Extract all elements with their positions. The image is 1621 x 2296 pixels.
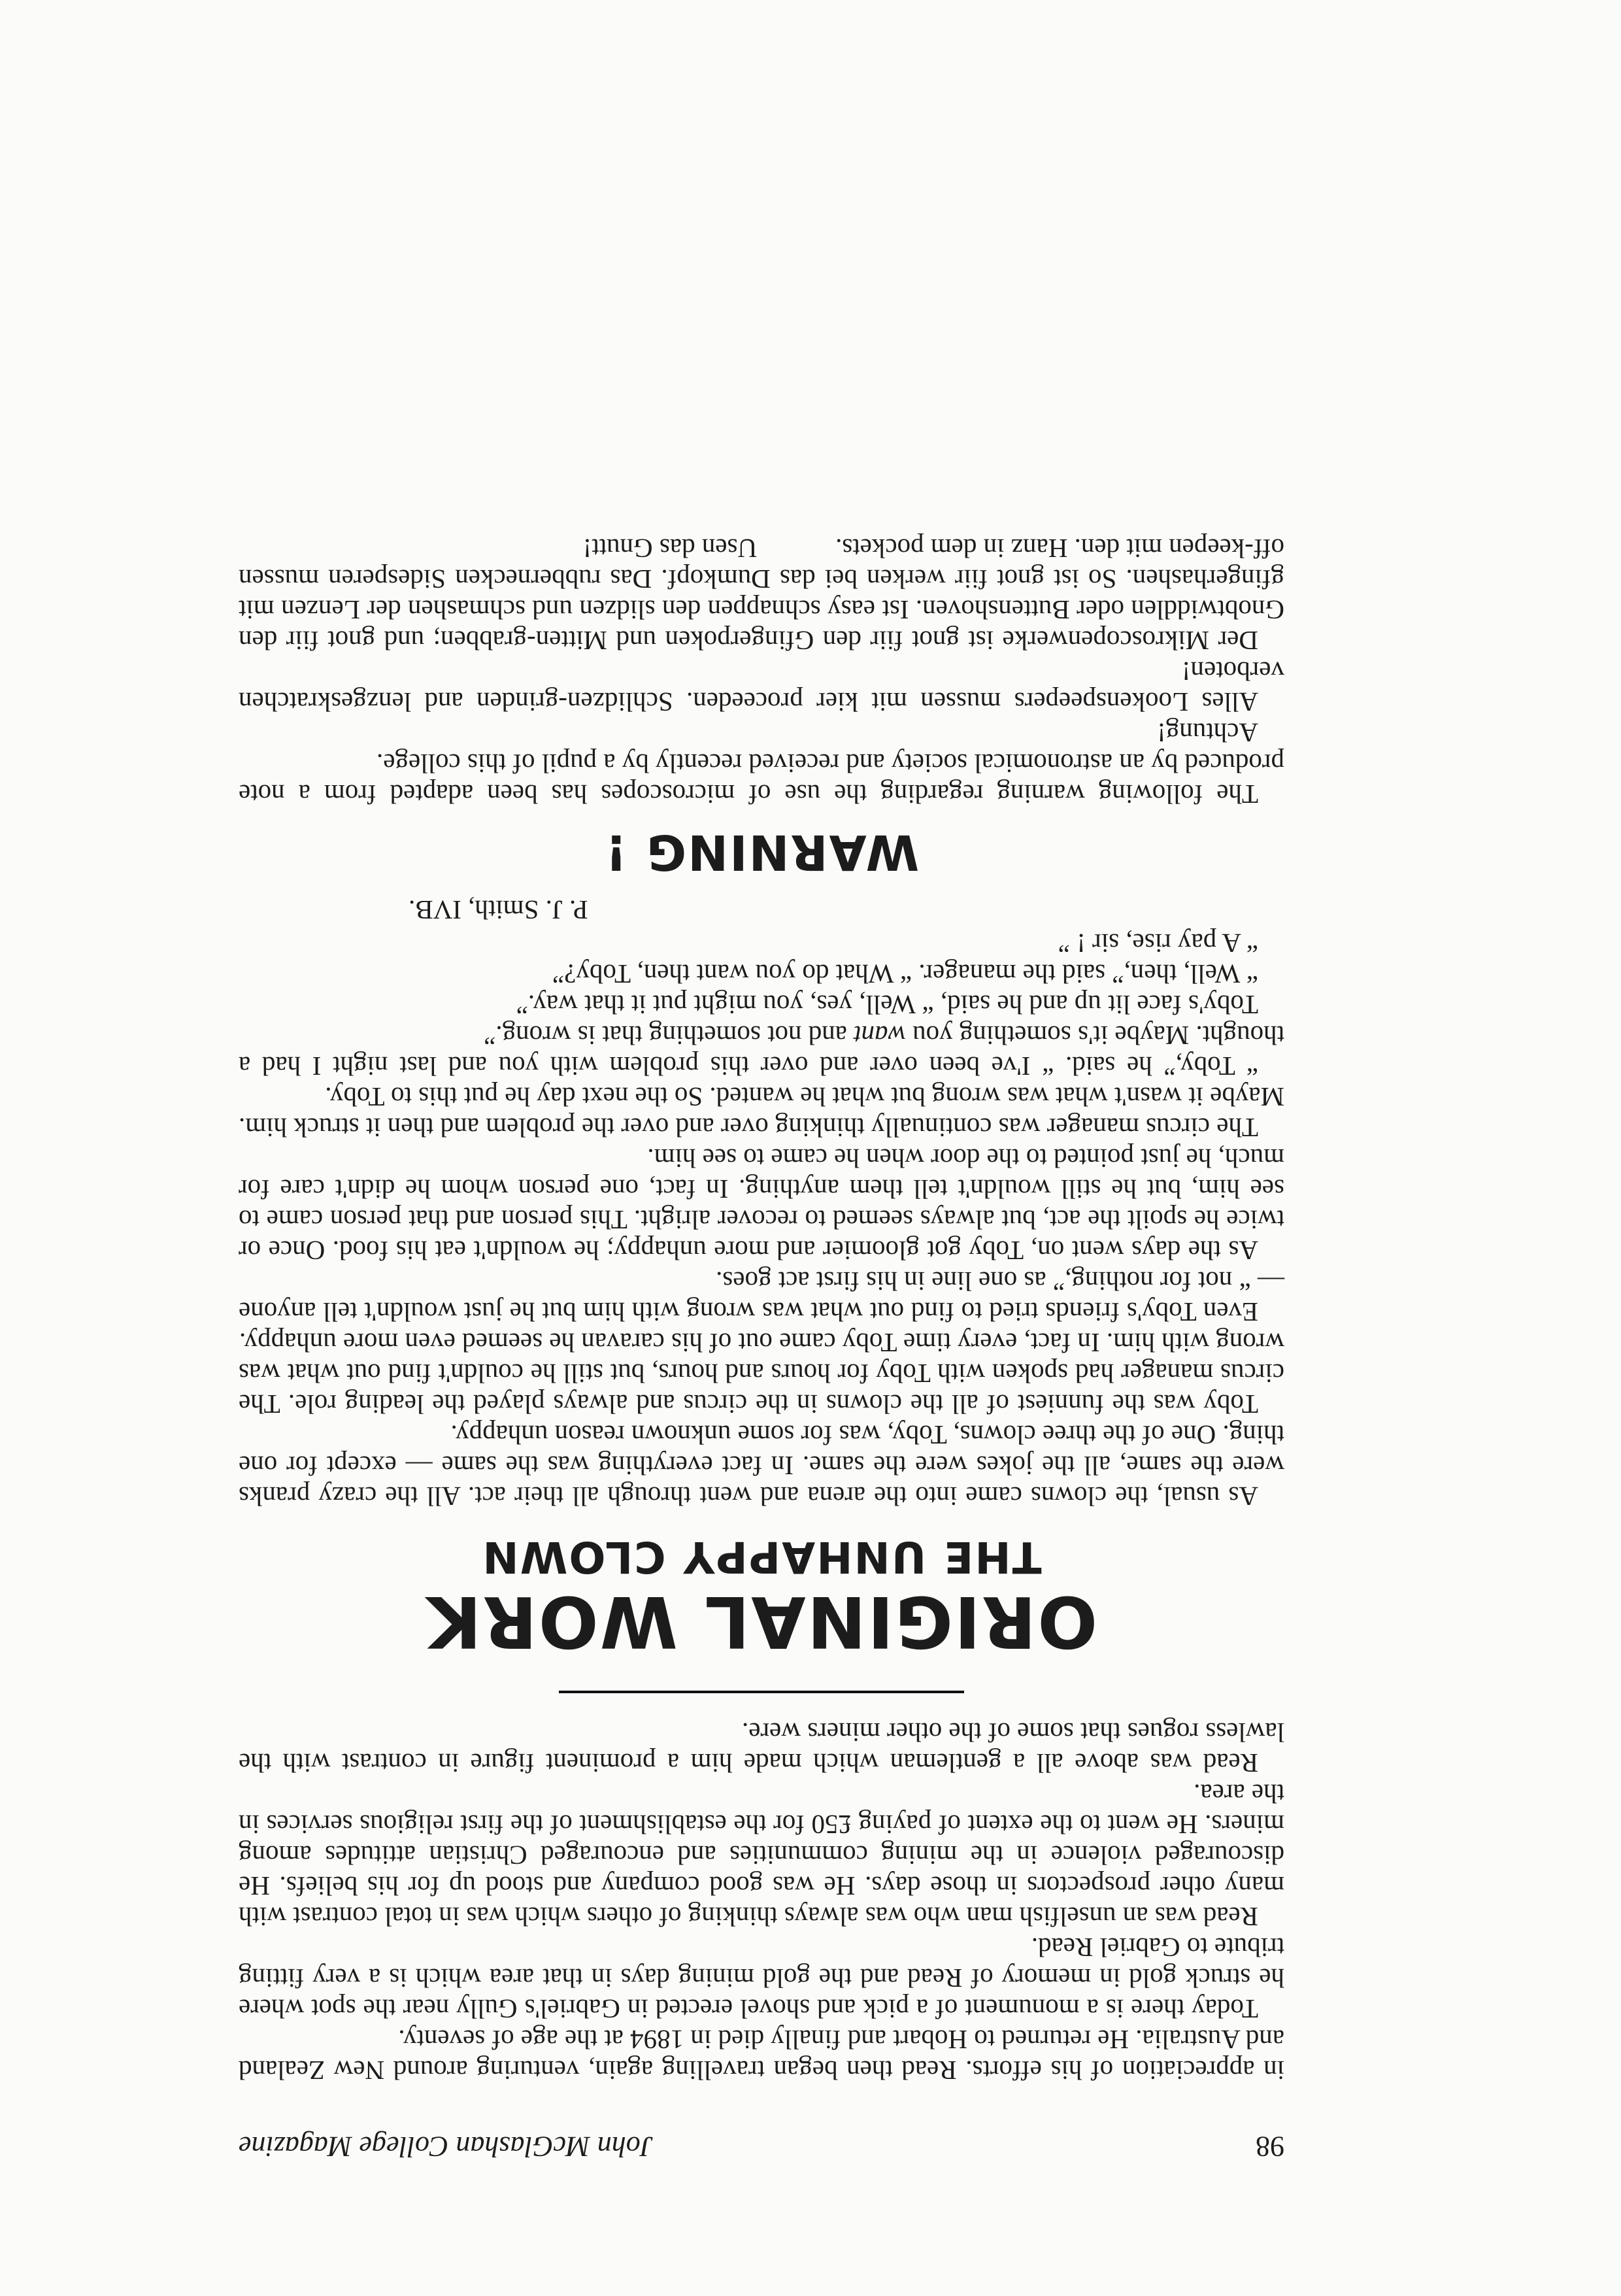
prev-article-paragraph: in appreciation of his efforts. Read then began travelling again, venturing around New Zealand and Australia. He returned to Hobart and finally died in 1894 at the age of seventy.: [239, 2025, 1284, 2085]
warning-sign-off: Usen das Gnutt!: [582, 533, 758, 564]
warning-text: Der Mikroscopenwerke ist gnot fiir den Gfingerpoken und Mitten-grabben; und gnot fiir den Gnobtwiddlen oder Buttenshoven. Ist easy schnappen den slidzen und schmashen der Lenzen mit gfingerhashen. So ist gnot fiir werken bei das Dumkopf. Das rubbernecken Sidesperen mussen off-keepen mit den. Hanz in dem pockets.: [239, 533, 1284, 656]
warning-title: WARNING !: [603, 824, 920, 880]
prev-article-paragraph: Read was above all a gentleman which made him a prominent figure in contrast with the lawless rogues that some of the other miners were.: [239, 1717, 1284, 1778]
story-paragraph: Even Toby's friends tried to find out what was wrong with him but he just wouldn't tell anyone — “ not for nothing,” as one line in his first act goes.: [239, 1266, 1284, 1327]
story-emphasis: want: [854, 1021, 906, 1051]
story-paragraph: “ A pay rise, sir ! ”: [1058, 928, 1258, 958]
story-title: THE UNHAPPY CLOWN: [481, 1532, 1042, 1582]
section-heading: ORIGINAL WORK: [425, 1580, 1098, 1662]
page-number: 98: [1256, 2131, 1284, 2163]
warning-achtung: Achtung!: [1157, 718, 1258, 748]
story-author: P. J. Smith, IVB.: [409, 895, 588, 925]
story-paragraph: Toby's face lit up and he said, “ Well, yes, you might put it that way.”: [516, 990, 1258, 1020]
text-column: [239, 533, 1284, 2162]
story-paragraph: Toby was the funniest of all the clowns in the circus and always played the leading role. The circus manager had spoken with Toby for hours and hours, but still he couldn't find out what was wrong with him. In fact, every time Toby came out of his caravan he seemed even more unhappy.: [239, 1328, 1284, 1419]
prev-article-paragraph: Read was an unselfish man who was always thinking of others which was in total contrast with many other prospectors in those days. He was good company and stood up for his beliefs. He discouraged violence in the mining communities and encouraged Christian attitudes among miners. He went to the extent of paying £50 for the establishment of the first religious services in the area.: [239, 1779, 1284, 1932]
warning-paragraph: [239, 533, 1284, 656]
warning-paragraph: Alles Lookenspeepers mussen mit kier proceeden. Schlidzen-grinden and lenzgeskratchen verboten!: [239, 656, 1284, 717]
story-text: and not something that is wrong.”: [484, 1021, 854, 1051]
story-paragraph: The circus manager was continually thinking over and over the problem and then it struck him. Maybe it wasn't what was wrong but what he wanted. So the next day he put this to Toby.: [239, 1082, 1284, 1143]
section-divider: [559, 1691, 964, 1693]
warning-intro: The following warning regarding the use of microscopes has been adapted from a note produced by an astronomical society and received recently by a pupil of this college.: [239, 749, 1284, 809]
story-paragraph: As usual, the clowns came into the arena and went through all their act. All the crazy pranks were the same, all the jokes were the same. In fact everything was the same — except for one thing. One of the three clowns, Toby, was for some unknown reason unhappy.: [239, 1420, 1284, 1511]
story-paragraph: “ Well, then,” said the manager. “ What do you want then, Toby?”: [552, 959, 1258, 989]
magazine-title: John McGlashan College Magazine: [239, 2131, 654, 2163]
prev-article-paragraph: Today there is a monument of a pick and shovel erected in Gabriel's Gully near the spot where he struck gold in memory of Read and the gold mining days in that area which is a very fitting tribute to Gabriel Read.: [239, 1933, 1284, 2024]
page-header: [239, 2131, 1284, 2162]
story-text: “ Toby,” he said. “ I've been over and over this problem with you and last night I had a thought. Maybe it's something you: [239, 1021, 1284, 1081]
story-paragraph: [239, 1020, 1284, 1081]
story-paragraph: As the days went on, Toby got gloomier and more unhappy; he wouldn't eat his food. Once or twice he spoilt the act, but always seemed to recover alright. This person and that person came to see him, but he still wouldn't tell them anything. In fact, one person whom he didn't care for much, he just pointed to the door when he came to see him.: [239, 1143, 1284, 1266]
